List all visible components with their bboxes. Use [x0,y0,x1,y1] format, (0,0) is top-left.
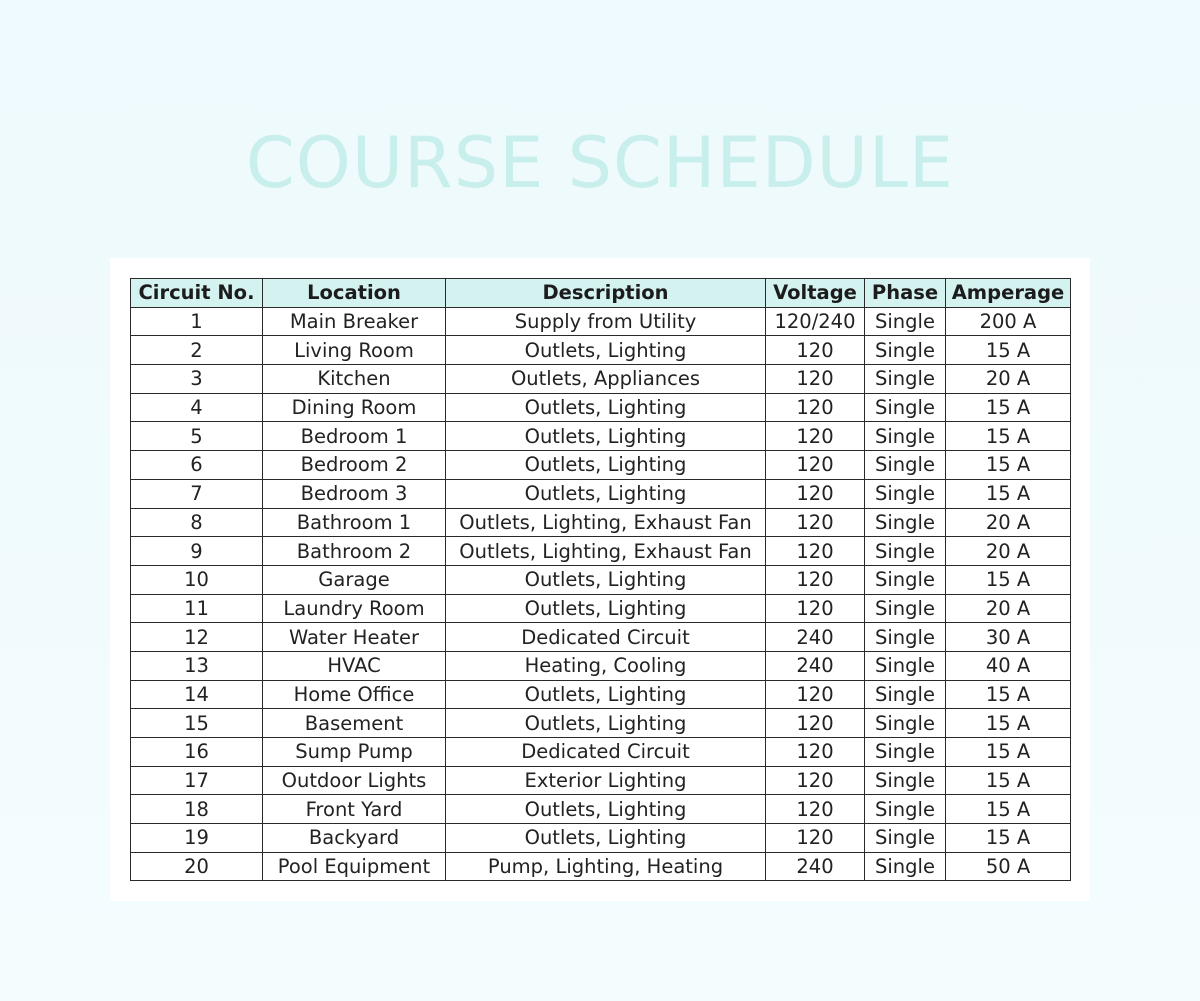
cell-voltage: 240 [766,623,865,652]
cell-description: Pump, Lighting, Heating [446,852,766,881]
cell-location: Bathroom 1 [263,508,446,537]
circuit-table [130,278,1071,881]
cell-circuit-no: 3 [131,365,263,394]
cell-phase: Single [865,766,946,795]
table-row [131,738,1071,767]
cell-circuit-no: 19 [131,824,263,853]
cell-voltage: 120/240 [766,307,865,336]
cell-phase: Single [865,508,946,537]
cell-circuit-no: 4 [131,393,263,422]
cell-amperage: 15 A [946,766,1071,795]
cell-amperage: 15 A [946,680,1071,709]
cell-voltage: 120 [766,594,865,623]
table-row [131,594,1071,623]
cell-location: Backyard [263,824,446,853]
cell-location: Bedroom 1 [263,422,446,451]
cell-location: Basement [263,709,446,738]
column-header-voltage: Voltage [766,279,865,308]
cell-phase: Single [865,565,946,594]
column-header-amperage: Amperage [946,279,1071,308]
cell-description: Outlets, Lighting [446,479,766,508]
cell-voltage: 120 [766,451,865,480]
cell-location: Water Heater [263,623,446,652]
table-header [131,279,1071,308]
cell-voltage: 120 [766,537,865,566]
table-row [131,852,1071,881]
cell-voltage: 120 [766,738,865,767]
column-header-circuit-no: Circuit No. [131,279,263,308]
cell-voltage: 120 [766,565,865,594]
cell-phase: Single [865,451,946,480]
table-row [131,651,1071,680]
header-row [131,279,1071,308]
cell-description: Outlets, Lighting [446,824,766,853]
cell-voltage: 120 [766,422,865,451]
table-row [131,766,1071,795]
cell-amperage: 15 A [946,336,1071,365]
cell-description: Supply from Utility [446,307,766,336]
cell-amperage: 40 A [946,651,1071,680]
table-row [131,393,1071,422]
cell-description: Outlets, Lighting [446,594,766,623]
table-row [131,623,1071,652]
cell-description: Outlets, Lighting, Exhaust Fan [446,508,766,537]
cell-amperage: 20 A [946,537,1071,566]
cell-amperage: 15 A [946,824,1071,853]
cell-voltage: 120 [766,479,865,508]
cell-location: Bedroom 3 [263,479,446,508]
cell-voltage: 120 [766,824,865,853]
column-header-phase: Phase [865,279,946,308]
cell-phase: Single [865,623,946,652]
table-row [131,508,1071,537]
cell-location: Dining Room [263,393,446,422]
cell-circuit-no: 8 [131,508,263,537]
cell-phase: Single [865,824,946,853]
cell-description: Outlets, Appliances [446,365,766,394]
cell-voltage: 120 [766,680,865,709]
cell-phase: Single [865,393,946,422]
cell-circuit-no: 15 [131,709,263,738]
cell-voltage: 120 [766,365,865,394]
cell-description: Outlets, Lighting [446,709,766,738]
cell-voltage: 240 [766,651,865,680]
cell-location: Laundry Room [263,594,446,623]
cell-location: Outdoor Lights [263,766,446,795]
cell-circuit-no: 9 [131,537,263,566]
cell-voltage: 120 [766,508,865,537]
table-row [131,824,1071,853]
cell-description: Outlets, Lighting [446,336,766,365]
table-row [131,795,1071,824]
table-row [131,422,1071,451]
cell-description: Outlets, Lighting [446,393,766,422]
cell-description: Outlets, Lighting [446,680,766,709]
table-row [131,307,1071,336]
cell-description: Outlets, Lighting [446,565,766,594]
cell-location: Main Breaker [263,307,446,336]
cell-description: Dedicated Circuit [446,623,766,652]
cell-circuit-no: 1 [131,307,263,336]
cell-circuit-no: 10 [131,565,263,594]
cell-phase: Single [865,795,946,824]
cell-amperage: 20 A [946,365,1071,394]
cell-amperage: 30 A [946,623,1071,652]
table-row [131,451,1071,480]
cell-location: Sump Pump [263,738,446,767]
cell-phase: Single [865,709,946,738]
cell-amperage: 15 A [946,451,1071,480]
cell-phase: Single [865,651,946,680]
table-body [131,307,1071,881]
column-header-description: Description [446,279,766,308]
cell-circuit-no: 14 [131,680,263,709]
cell-location: Garage [263,565,446,594]
cell-voltage: 120 [766,393,865,422]
cell-location: Living Room [263,336,446,365]
cell-circuit-no: 12 [131,623,263,652]
cell-circuit-no: 11 [131,594,263,623]
table-row [131,336,1071,365]
cell-phase: Single [865,479,946,508]
cell-amperage: 50 A [946,852,1071,881]
cell-phase: Single [865,365,946,394]
cell-description: Outlets, Lighting, Exhaust Fan [446,537,766,566]
cell-description: Outlets, Lighting [446,422,766,451]
cell-phase: Single [865,680,946,709]
cell-description: Outlets, Lighting [446,451,766,480]
cell-phase: Single [865,537,946,566]
table-row [131,537,1071,566]
cell-circuit-no: 13 [131,651,263,680]
cell-circuit-no: 2 [131,336,263,365]
cell-amperage: 15 A [946,479,1071,508]
cell-description: Outlets, Lighting [446,795,766,824]
cell-voltage: 120 [766,709,865,738]
table-row [131,365,1071,394]
cell-phase: Single [865,307,946,336]
table-row [131,709,1071,738]
cell-description: Dedicated Circuit [446,738,766,767]
cell-phase: Single [865,852,946,881]
cell-location: Front Yard [263,795,446,824]
cell-voltage: 120 [766,795,865,824]
column-header-location: Location [263,279,446,308]
table-card [110,258,1090,901]
cell-circuit-no: 17 [131,766,263,795]
cell-phase: Single [865,594,946,623]
cell-amperage: 15 A [946,422,1071,451]
cell-phase: Single [865,738,946,767]
table-row [131,680,1071,709]
cell-circuit-no: 16 [131,738,263,767]
cell-circuit-no: 20 [131,852,263,881]
cell-location: Kitchen [263,365,446,394]
cell-circuit-no: 5 [131,422,263,451]
table-row [131,565,1071,594]
cell-amperage: 200 A [946,307,1071,336]
cell-amperage: 15 A [946,709,1071,738]
page-title: COURSE SCHEDULE [245,122,955,204]
cell-amperage: 15 A [946,795,1071,824]
cell-location: Pool Equipment [263,852,446,881]
cell-location: Home Office [263,680,446,709]
cell-amperage: 15 A [946,738,1071,767]
cell-circuit-no: 7 [131,479,263,508]
cell-phase: Single [865,336,946,365]
cell-phase: Single [865,422,946,451]
cell-circuit-no: 6 [131,451,263,480]
table-row [131,479,1071,508]
cell-voltage: 120 [766,766,865,795]
cell-voltage: 240 [766,852,865,881]
cell-location: Bedroom 2 [263,451,446,480]
cell-description: Heating, Cooling [446,651,766,680]
cell-amperage: 20 A [946,594,1071,623]
cell-location: Bathroom 2 [263,537,446,566]
cell-amperage: 20 A [946,508,1071,537]
cell-location: HVAC [263,651,446,680]
cell-amperage: 15 A [946,393,1071,422]
cell-circuit-no: 18 [131,795,263,824]
cell-voltage: 120 [766,336,865,365]
cell-description: Exterior Lighting [446,766,766,795]
cell-amperage: 15 A [946,565,1071,594]
